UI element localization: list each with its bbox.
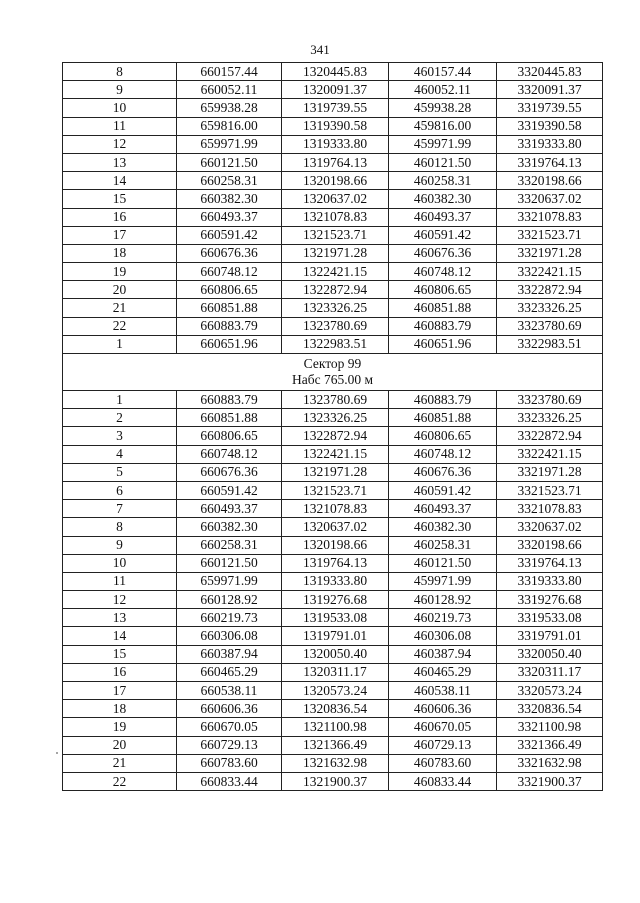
table-row <box>63 153 603 171</box>
coordinate-cell: 460851.88 <box>389 409 497 427</box>
table-row <box>63 463 603 481</box>
coordinate-cell: 460157.44 <box>389 63 497 81</box>
coordinate-cell: 660748.12 <box>177 445 282 463</box>
coordinate-cell: 1323780.69 <box>282 317 389 335</box>
point-number-cell: 10 <box>63 99 177 117</box>
point-number-cell: 3 <box>63 427 177 445</box>
coordinate-cell: 660833.44 <box>177 772 282 790</box>
coordinate-cell: 460783.60 <box>389 754 497 772</box>
coordinate-cell: 460538.11 <box>389 682 497 700</box>
table-row <box>63 63 603 81</box>
coordinate-cell: 1323326.25 <box>282 299 389 317</box>
coordinate-cell: 1319764.13 <box>282 153 389 171</box>
coordinate-cell: 660128.92 <box>177 591 282 609</box>
point-number-cell: 22 <box>63 317 177 335</box>
coordinate-cell: 3320573.24 <box>497 682 603 700</box>
coordinate-cell: 660883.79 <box>177 391 282 409</box>
coordinate-cell: 3319390.58 <box>497 117 603 135</box>
table-row <box>63 391 603 409</box>
coordinate-cell: 660258.31 <box>177 536 282 554</box>
coordinate-cell: 460748.12 <box>389 263 497 281</box>
coordinate-cell: 460670.05 <box>389 718 497 736</box>
sector-header-row <box>63 354 603 391</box>
coordinate-cell: 1323326.25 <box>282 409 389 427</box>
coordinate-cell: 660806.65 <box>177 281 282 299</box>
coordinate-cell: 660493.37 <box>177 208 282 226</box>
coordinate-cell: 460883.79 <box>389 391 497 409</box>
point-number-cell: 9 <box>63 81 177 99</box>
coordinate-cell: 660306.08 <box>177 627 282 645</box>
coordinate-cell: 460806.65 <box>389 427 497 445</box>
coordinate-cell: 3321632.98 <box>497 754 603 772</box>
table-row <box>63 190 603 208</box>
coordinate-cell: 460851.88 <box>389 299 497 317</box>
coordinate-cell: 3319764.13 <box>497 153 603 171</box>
coordinate-cell: 660591.42 <box>177 226 282 244</box>
coordinate-cell: 660157.44 <box>177 63 282 81</box>
table-row <box>63 263 603 281</box>
coordinate-cell: 3320445.83 <box>497 63 603 81</box>
coordinate-cell: 3321100.98 <box>497 718 603 736</box>
table-row <box>63 226 603 244</box>
coordinate-cell: 3320637.02 <box>497 190 603 208</box>
point-number-cell: 12 <box>63 591 177 609</box>
coordinate-cell: 460382.30 <box>389 190 497 208</box>
coordinate-cell: 1319333.80 <box>282 135 389 153</box>
sector-elevation: Набс 765.00 м <box>291 372 374 387</box>
point-number-cell: 8 <box>63 63 177 81</box>
coordinate-cell: 659816.00 <box>177 117 282 135</box>
point-number-cell: 9 <box>63 536 177 554</box>
coordinate-cell: 1320311.17 <box>282 663 389 681</box>
table-row <box>63 244 603 262</box>
coordinate-cell: 659938.28 <box>177 99 282 117</box>
coordinate-cell: 3321366.49 <box>497 736 603 754</box>
table-row <box>63 754 603 772</box>
coordinate-cell: 660676.36 <box>177 244 282 262</box>
coordinate-cell: 460651.96 <box>389 335 497 353</box>
sector-title: Сектор 99 <box>303 356 362 371</box>
point-number-cell: 18 <box>63 700 177 718</box>
table-row <box>63 281 603 299</box>
coordinate-cell: 1321523.71 <box>282 481 389 499</box>
table-row <box>63 335 603 353</box>
rows-before-sector <box>63 63 603 354</box>
coordinate-cell: 460306.08 <box>389 627 497 645</box>
coordinate-cell: 460606.36 <box>389 700 497 718</box>
coordinate-cell: 460219.73 <box>389 609 497 627</box>
coordinate-cell: 1322421.15 <box>282 445 389 463</box>
scan-speck <box>56 752 58 754</box>
coordinate-cell: 660748.12 <box>177 263 282 281</box>
coordinate-cell: 660651.96 <box>177 335 282 353</box>
coordinate-cell: 1319739.55 <box>282 99 389 117</box>
coordinate-cell: 3321900.37 <box>497 772 603 790</box>
table-row <box>63 518 603 536</box>
coordinate-cell: 1319333.80 <box>282 572 389 590</box>
coordinate-cell: 1321971.28 <box>282 244 389 262</box>
coordinate-cell: 660676.36 <box>177 463 282 481</box>
coordinate-cell: 1320050.40 <box>282 645 389 663</box>
coordinate-cell: 1321100.98 <box>282 718 389 736</box>
coordinate-cell: 459971.99 <box>389 135 497 153</box>
coordinate-cell: 660219.73 <box>177 609 282 627</box>
coordinate-cell: 3320198.66 <box>497 172 603 190</box>
coordinate-cell: 660591.42 <box>177 481 282 499</box>
coordinate-cell: 460833.44 <box>389 772 497 790</box>
coordinate-cell: 1322872.94 <box>282 281 389 299</box>
coordinate-cell: 460382.30 <box>389 518 497 536</box>
table-row <box>63 172 603 190</box>
table-row <box>63 445 603 463</box>
point-number-cell: 13 <box>63 153 177 171</box>
coordinate-cell: 1320198.66 <box>282 172 389 190</box>
table-row <box>63 700 603 718</box>
sector-header-cell <box>63 354 603 391</box>
point-number-cell: 16 <box>63 663 177 681</box>
coordinate-cell: 1323780.69 <box>282 391 389 409</box>
point-number-cell: 19 <box>63 263 177 281</box>
coordinate-cell: 3323326.25 <box>497 299 603 317</box>
table-row <box>63 317 603 335</box>
point-number-cell: 17 <box>63 226 177 244</box>
coordinate-cell: 660670.05 <box>177 718 282 736</box>
table-row <box>63 645 603 663</box>
point-number-cell: 17 <box>63 682 177 700</box>
coordinate-cell: 460591.42 <box>389 481 497 499</box>
coordinate-cell: 1320445.83 <box>282 63 389 81</box>
coordinate-cell: 660258.31 <box>177 172 282 190</box>
coordinate-cell: 460128.92 <box>389 591 497 609</box>
coordinate-cell: 3319764.13 <box>497 554 603 572</box>
coordinate-cell: 460883.79 <box>389 317 497 335</box>
table-row <box>63 99 603 117</box>
point-number-cell: 1 <box>63 335 177 353</box>
coordinate-cell: 3320091.37 <box>497 81 603 99</box>
coordinate-cell: 1322421.15 <box>282 263 389 281</box>
coordinate-cell: 660606.36 <box>177 700 282 718</box>
point-number-cell: 21 <box>63 299 177 317</box>
point-number-cell: 19 <box>63 718 177 736</box>
coordinate-cell: 460465.29 <box>389 663 497 681</box>
point-number-cell: 15 <box>63 645 177 663</box>
coordinate-cell: 660538.11 <box>177 682 282 700</box>
coordinate-cell: 660052.11 <box>177 81 282 99</box>
table-row <box>63 591 603 609</box>
point-number-cell: 22 <box>63 772 177 790</box>
coordinate-cell: 3322872.94 <box>497 281 603 299</box>
coordinate-cell: 3320836.54 <box>497 700 603 718</box>
coordinate-cell: 459938.28 <box>389 99 497 117</box>
table-row <box>63 208 603 226</box>
point-number-cell: 10 <box>63 554 177 572</box>
coordinate-cell: 1322872.94 <box>282 427 389 445</box>
coordinate-cell: 660729.13 <box>177 736 282 754</box>
point-number-cell: 4 <box>63 445 177 463</box>
table-row <box>63 117 603 135</box>
coordinate-cell: 460121.50 <box>389 153 497 171</box>
point-number-cell: 18 <box>63 244 177 262</box>
coordinate-cell: 1319276.68 <box>282 591 389 609</box>
table-row <box>63 299 603 317</box>
point-number-cell: 1 <box>63 391 177 409</box>
coordinate-cell: 460729.13 <box>389 736 497 754</box>
coordinate-cell: 460493.37 <box>389 500 497 518</box>
table-row <box>63 663 603 681</box>
point-number-cell: 15 <box>63 190 177 208</box>
coordinate-cell: 1319764.13 <box>282 554 389 572</box>
point-number-cell: 11 <box>63 117 177 135</box>
coordinate-cell: 660851.88 <box>177 409 282 427</box>
table-row <box>63 135 603 153</box>
coordinate-cell: 3323326.25 <box>497 409 603 427</box>
coordinate-cell: 660387.94 <box>177 645 282 663</box>
coordinate-cell: 3322983.51 <box>497 335 603 353</box>
coordinate-cell: 660382.30 <box>177 190 282 208</box>
point-number-cell: 6 <box>63 481 177 499</box>
coordinate-cell: 459816.00 <box>389 117 497 135</box>
point-number-cell: 8 <box>63 518 177 536</box>
point-number-cell: 11 <box>63 572 177 590</box>
coordinate-cell: 3321971.28 <box>497 463 603 481</box>
coordinate-cell: 3321523.71 <box>497 481 603 499</box>
coordinate-cell: 3320050.40 <box>497 645 603 663</box>
coordinate-cell: 3323780.69 <box>497 317 603 335</box>
coordinate-cell: 660783.60 <box>177 754 282 772</box>
coordinate-cell: 1322983.51 <box>282 335 389 353</box>
point-number-cell: 14 <box>63 627 177 645</box>
coordinate-cell: 660121.50 <box>177 554 282 572</box>
coordinate-cell: 3319333.80 <box>497 572 603 590</box>
page-number: 341 <box>310 42 330 57</box>
table-row <box>63 627 603 645</box>
coordinate-cell: 459971.99 <box>389 572 497 590</box>
point-number-cell: 21 <box>63 754 177 772</box>
coordinate-cell: 460591.42 <box>389 226 497 244</box>
table-row <box>63 554 603 572</box>
table-row <box>63 427 603 445</box>
point-number-cell: 7 <box>63 500 177 518</box>
coordinate-cell: 3321078.83 <box>497 208 603 226</box>
coordinate-cell: 3322421.15 <box>497 445 603 463</box>
coordinate-cell: 1320573.24 <box>282 682 389 700</box>
point-number-cell: 12 <box>63 135 177 153</box>
coordinate-cell: 3320311.17 <box>497 663 603 681</box>
coordinate-cell: 460806.65 <box>389 281 497 299</box>
coordinate-cell: 660382.30 <box>177 518 282 536</box>
coordinate-cell: 1321078.83 <box>282 208 389 226</box>
table-row <box>63 772 603 790</box>
coordinate-cell: 1319791.01 <box>282 627 389 645</box>
coordinate-cell: 3322872.94 <box>497 427 603 445</box>
table-row <box>63 481 603 499</box>
point-number-cell: 13 <box>63 609 177 627</box>
coordinate-cell: 1320091.37 <box>282 81 389 99</box>
table-row <box>63 609 603 627</box>
table-row <box>63 500 603 518</box>
coordinate-cell: 3323780.69 <box>497 391 603 409</box>
coordinate-cell: 659971.99 <box>177 135 282 153</box>
coordinate-cell: 3319276.68 <box>497 591 603 609</box>
table-row <box>63 718 603 736</box>
coordinate-cell: 1321632.98 <box>282 754 389 772</box>
rows-after-sector <box>63 391 603 791</box>
coordinate-cell: 1321971.28 <box>282 463 389 481</box>
table-row <box>63 536 603 554</box>
coordinate-cell: 3321971.28 <box>497 244 603 262</box>
table-row <box>63 409 603 427</box>
coordinate-cell: 460052.11 <box>389 81 497 99</box>
coordinate-cell: 3319791.01 <box>497 627 603 645</box>
coordinate-cell: 3321078.83 <box>497 500 603 518</box>
sector-header-group <box>63 354 603 391</box>
coordinate-cell: 460258.31 <box>389 536 497 554</box>
coordinate-cell: 1320637.02 <box>282 518 389 536</box>
coordinate-cell: 1320836.54 <box>282 700 389 718</box>
coordinate-cell: 460258.31 <box>389 172 497 190</box>
coordinate-cell: 660465.29 <box>177 663 282 681</box>
coordinate-cell: 3319739.55 <box>497 99 603 117</box>
point-number-cell: 20 <box>63 281 177 299</box>
coordinate-cell: 3320198.66 <box>497 536 603 554</box>
coordinate-cell: 3319533.08 <box>497 609 603 627</box>
table-row <box>63 572 603 590</box>
table-row <box>63 736 603 754</box>
coordinate-cell: 1321900.37 <box>282 772 389 790</box>
coordinate-cell: 659971.99 <box>177 572 282 590</box>
coordinates-table <box>62 62 603 791</box>
point-number-cell: 5 <box>63 463 177 481</box>
coordinate-cell: 660883.79 <box>177 317 282 335</box>
coordinate-cell: 660806.65 <box>177 427 282 445</box>
coordinate-cell: 460676.36 <box>389 244 497 262</box>
coordinate-cell: 3320637.02 <box>497 518 603 536</box>
table-row <box>63 81 603 99</box>
coordinate-cell: 1320637.02 <box>282 190 389 208</box>
coordinate-cell: 1319390.58 <box>282 117 389 135</box>
coordinate-cell: 3319333.80 <box>497 135 603 153</box>
coordinate-cell: 1321523.71 <box>282 226 389 244</box>
table-row <box>63 682 603 700</box>
coordinate-cell: 1321366.49 <box>282 736 389 754</box>
point-number-cell: 2 <box>63 409 177 427</box>
coordinate-cell: 460748.12 <box>389 445 497 463</box>
coordinate-cell: 460493.37 <box>389 208 497 226</box>
coordinate-cell: 460387.94 <box>389 645 497 663</box>
coordinate-cell: 1319533.08 <box>282 609 389 627</box>
coordinate-cell: 1321078.83 <box>282 500 389 518</box>
coordinate-cell: 460676.36 <box>389 463 497 481</box>
coordinate-cell: 660493.37 <box>177 500 282 518</box>
coordinate-cell: 660121.50 <box>177 153 282 171</box>
coordinate-cell: 3321523.71 <box>497 226 603 244</box>
coordinate-cell: 460121.50 <box>389 554 497 572</box>
point-number-cell: 16 <box>63 208 177 226</box>
coordinate-cell: 1320198.66 <box>282 536 389 554</box>
point-number-cell: 20 <box>63 736 177 754</box>
point-number-cell: 14 <box>63 172 177 190</box>
coordinate-cell: 3322421.15 <box>497 263 603 281</box>
coordinate-cell: 660851.88 <box>177 299 282 317</box>
